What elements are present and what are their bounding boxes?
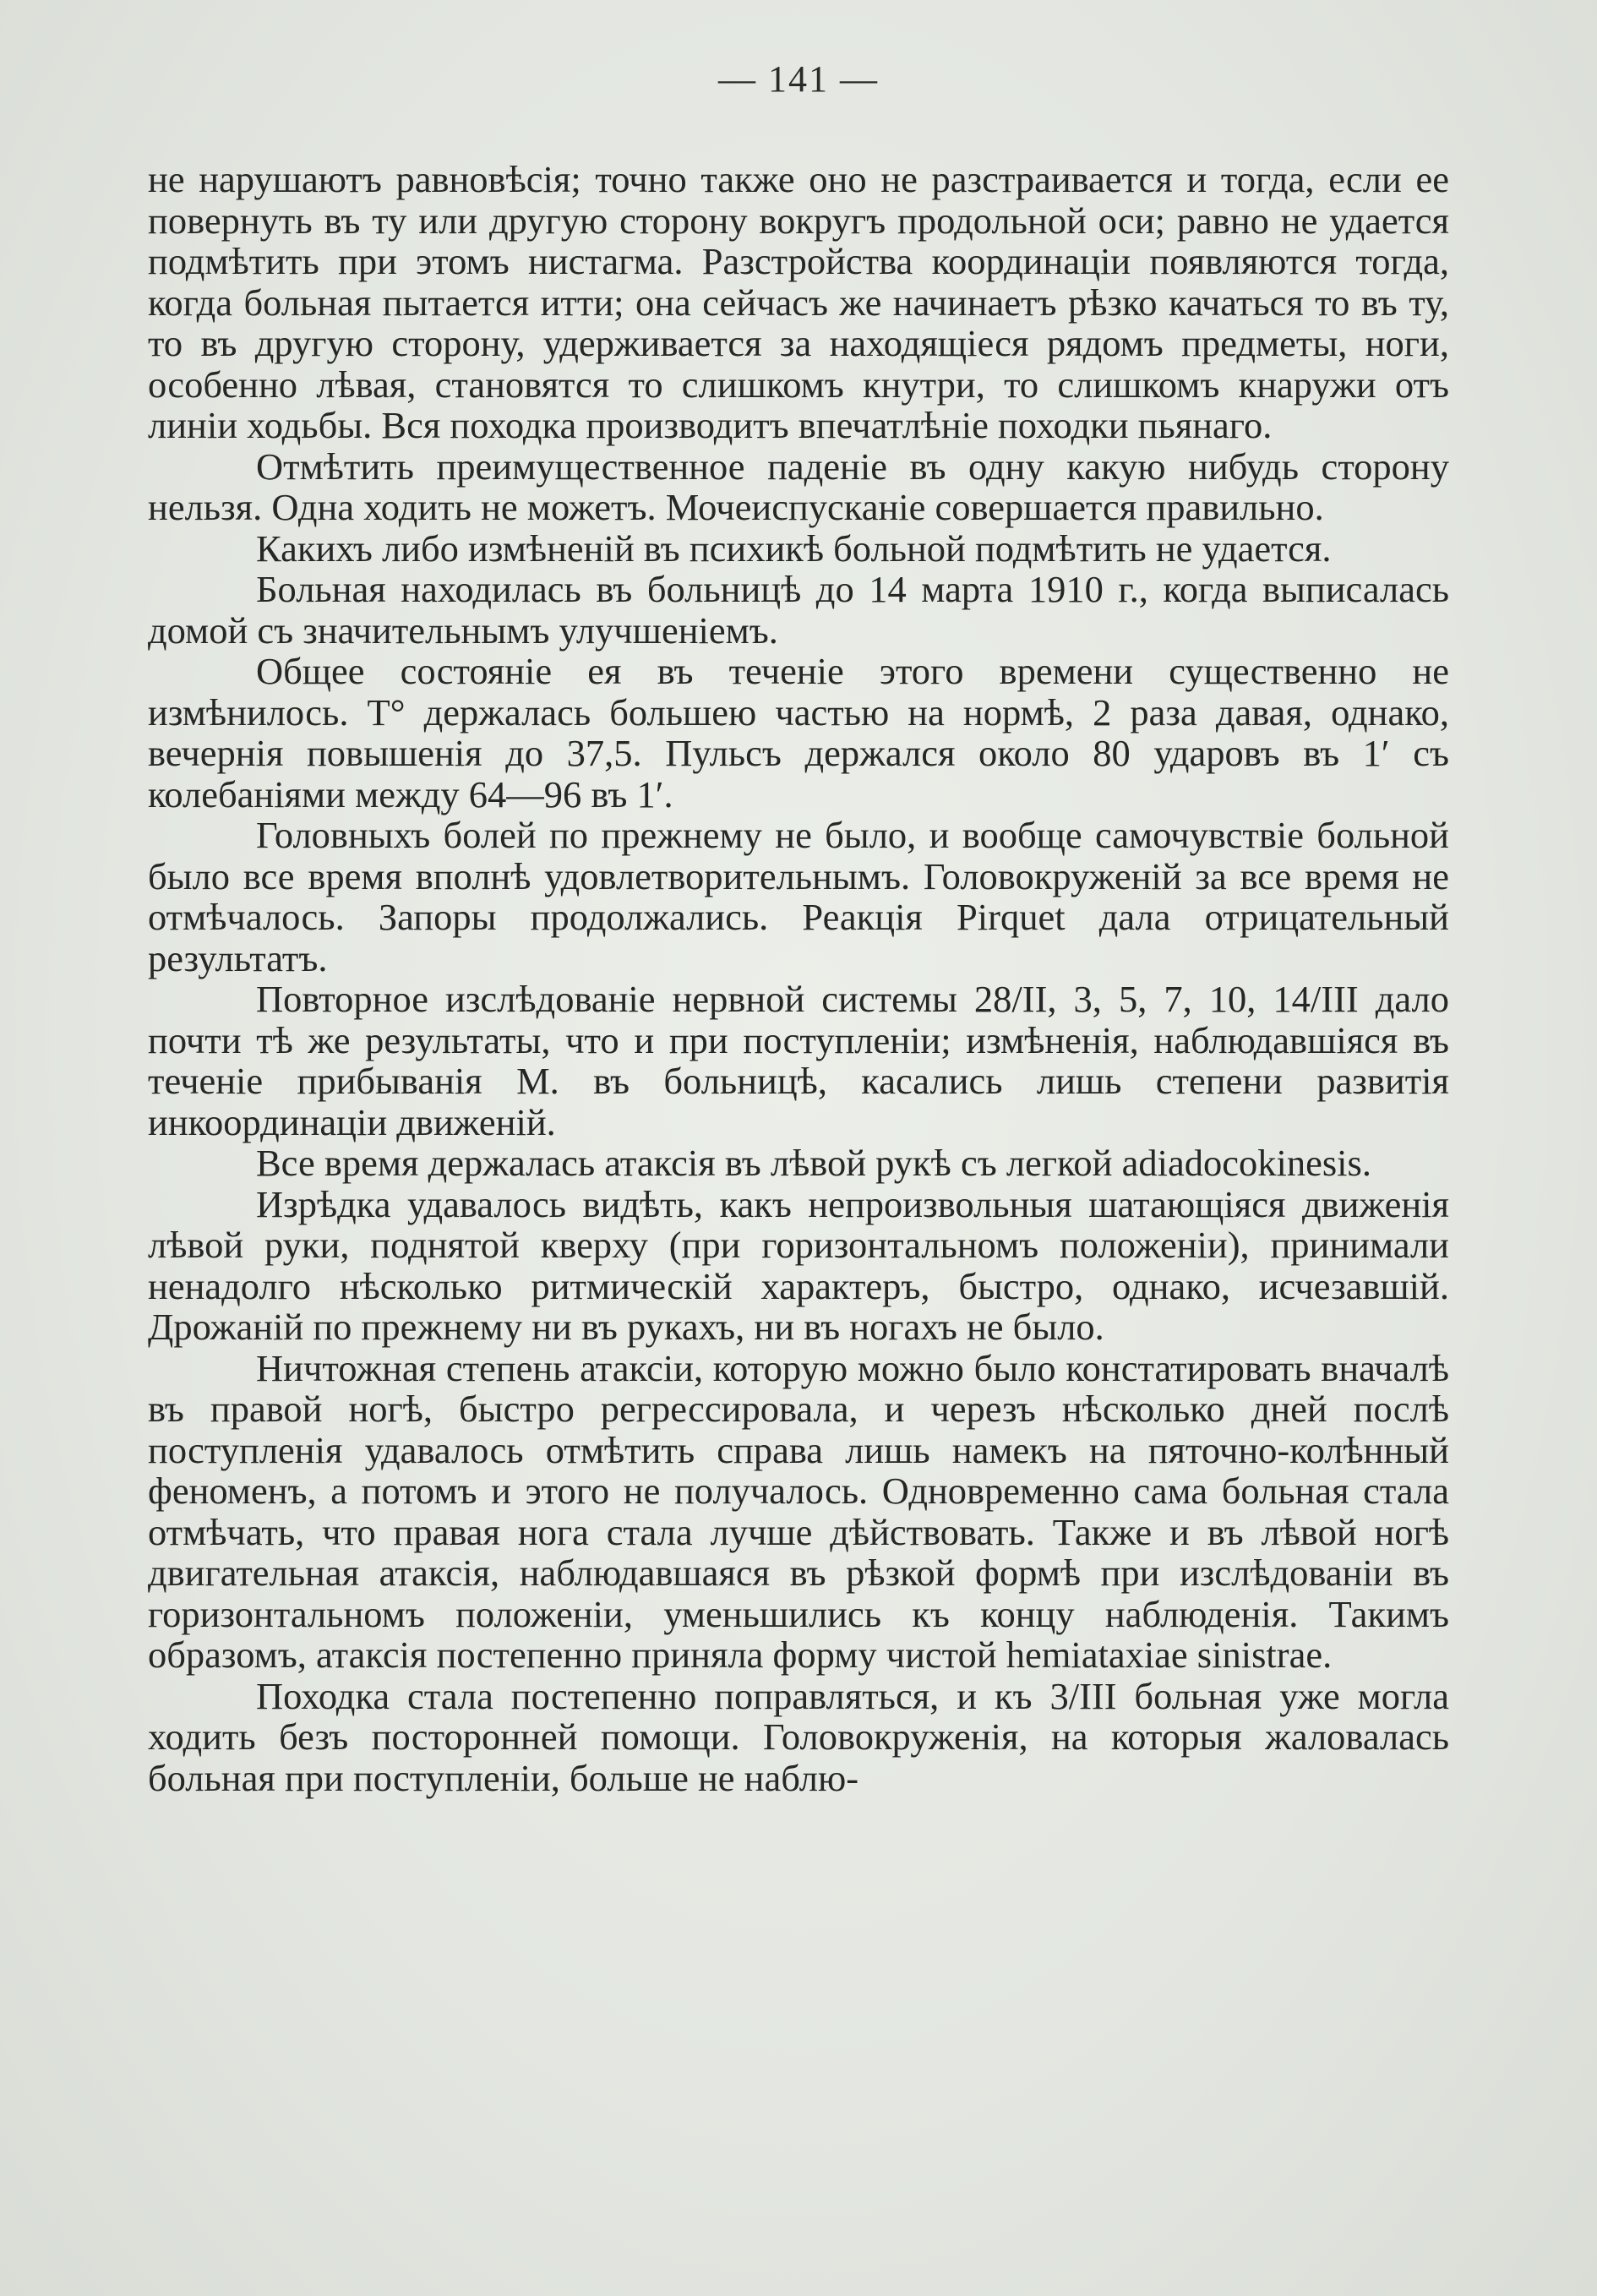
paragraph: Повторное изслѣдованіе нервной системы 28/II, 3, 5, 7, 10, 14/III дало почти тѣ же результаты, что и при поступленіи; измѣненія, наблюдавшіяся въ теченіе прибыванія М. въ больницѣ, касались лишь степени развитія инкоординаціи движеній. (148, 978, 1449, 1143)
paragraph: не нарушаютъ равновѣсія; точно также оно не разстраивается и тогда, если ее повернуть въ ту или другую сторону вокругъ продольной оси; равно не удается подмѣтить при этомъ нистагма. Разстройства координаціи появляются тогда, когда больная пытается итти; она сейчасъ же начинаетъ рѣзко качаться то въ ту, то въ другую сторону, удерживается за находящіеся рядомъ предметы, ноги, особенно лѣвая, становятся то слишкомъ кнутри, то слишкомъ кнаружи отъ линіи ходьбы. Вся походка производитъ впечатлѣніе походки пьянаго. (148, 158, 1449, 446)
page-number: — 141 — (718, 58, 879, 100)
paragraph: Отмѣтить преимущественное паденіе въ одну какую нибудь сторону нельзя. Одна ходить не можетъ. Мочеиспусканіе совершается правильно. (148, 444, 1449, 528)
paragraph: Общее состояніе ея въ теченіе этого времени существенно не измѣнилось. T° держалась большею частью на нормѣ, 2 раза давая, однако, вечернія повышенія до 37,5. Пульсъ держался около 80 ударовъ въ 1′ съ колебаніями между 64—96 въ 1′. (148, 650, 1449, 815)
paragraph: Все время держалась атаксія въ лѣвой рукѣ съ легкой adiadocokinesis. (256, 1142, 1371, 1184)
paragraph: Какихъ либо измѣненій въ психикѣ больной подмѣтить не удается. (256, 526, 1332, 570)
paragraph: Ничтожная степень атаксіи, которую можно было констатировать вначалѣ въ правой ногѣ, быстро регрессировала, и черезъ нѣсколько дней послѣ поступленія удавалось отмѣтить справа лишь намекъ на пяточно-колѣнный феноменъ, а потомъ и этого не получалось. Одновременно сама больная стала отмѣчать, что правая нога стала лучше дѣйствовать. Также и въ лѣвой ногѣ двигательная атаксія, наблюдавшаяся въ рѣзкой формѣ при изслѣдованіи въ горизонтальномъ положеніи, уменьшились къ концу наблюденія. Такимъ образомъ, атаксія постепенно приняла форму чистой hemiataxiae sinistrae. (148, 1346, 1449, 1676)
body-text (148, 159, 1449, 1798)
paragraph: Походка стала постепенно поправляться, и къ 3/III больная уже могла ходить безъ посторонней помощи. Головокруженія, на которыя жаловалась больная при поступленіи, больше не наблю- (148, 1674, 1449, 1799)
paragraph: Изрѣдка удавалось видѣть, какъ непроизвольныя шатающіяся движенія лѣвой руки, поднятой кверху (при горизонтальномъ положеніи), принимали ненадолго нѣсколько ритмическій характеръ, быстро, однако, исчезавшій. Дрожаній по прежнему ни въ рукахъ, ни въ ногахъ не было. (148, 1182, 1449, 1348)
paragraph: Головныхъ болей по прежнему не было, и вообще самочувствіе больной было все время вполнѣ удовлетворительнымъ. Головокруженій за все время не отмѣчалось. Запоры продолжались. Реакція Pirquet дала отрицательный результатъ. (148, 814, 1449, 979)
paragraph: Больная находилась въ больницѣ до 14 марта 1910 г., когда выписалась домой съ значительнымъ улучшеніемъ. (148, 568, 1449, 652)
